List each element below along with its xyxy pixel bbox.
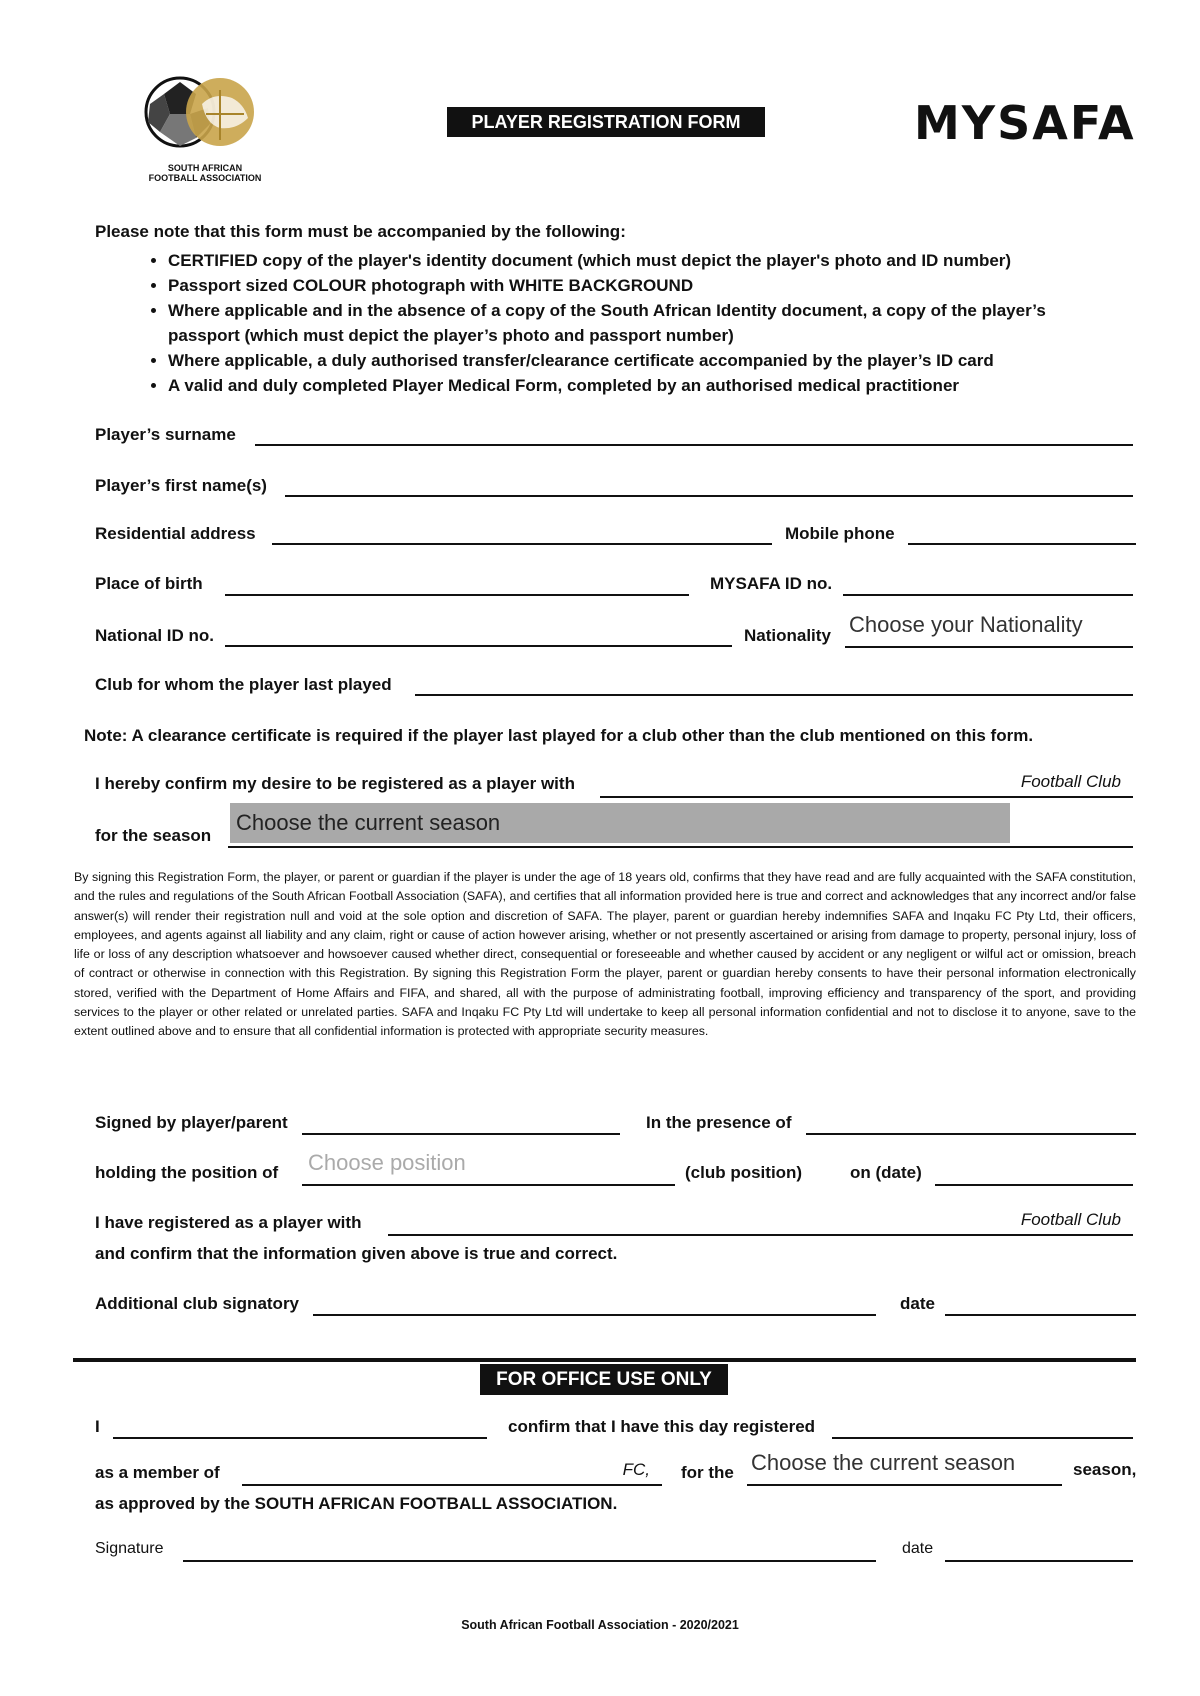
position-placeholder: Choose position xyxy=(308,1150,466,1175)
office-signature-input[interactable] xyxy=(183,1560,876,1562)
signatory-date-label: date xyxy=(900,1294,935,1313)
season-placeholder: Choose the current season xyxy=(236,810,501,835)
nationality-label: Nationality xyxy=(744,626,831,645)
surname-label: Player’s surname xyxy=(95,425,236,444)
safa-ball-icon xyxy=(140,74,270,154)
mobile-input[interactable] xyxy=(908,543,1136,545)
mysafa-id-input[interactable] xyxy=(843,594,1133,596)
member-of-label: as a member of xyxy=(95,1463,220,1482)
office-signature-label: Signature xyxy=(95,1540,164,1557)
club-position-label: (club position) xyxy=(685,1163,803,1182)
fc-suffix: FC, xyxy=(622,1460,650,1479)
list-item: • Where applicable, a duly authorised transfer/clearance certificate accompanied by the player’s ID card xyxy=(168,348,1098,373)
approved-by-text: as approved by the SOUTH AFRICAN FOOTBALL ASSOCIATION. xyxy=(95,1494,618,1513)
office-divider xyxy=(73,1358,1136,1362)
signatory-date-input[interactable] xyxy=(945,1314,1136,1316)
mysafa-brand: MYSAFA xyxy=(914,96,1136,150)
surname-input[interactable] xyxy=(255,444,1133,446)
registered-club-input[interactable] xyxy=(388,1208,1133,1236)
requirements-intro: Please note that this form must be accompanied by the following: xyxy=(95,222,626,241)
mobile-label: Mobile phone xyxy=(785,524,895,543)
safa-logo xyxy=(140,74,270,183)
office-season-placeholder: Choose the current season xyxy=(751,1450,1016,1475)
presence-of-input[interactable] xyxy=(806,1133,1136,1135)
requirements-list xyxy=(128,248,1098,398)
additional-signatory-label: Additional club signatory xyxy=(95,1294,300,1313)
desire-label: I hereby confirm my desire to be registered as a player with xyxy=(95,774,575,793)
place-of-birth-input[interactable] xyxy=(225,594,689,596)
office-date-label: date xyxy=(902,1540,934,1557)
clearance-note: Note: A clearance certificate is required if the player last played for a club other than the club mentioned on this form. xyxy=(84,726,1034,745)
legal-disclaimer: By signing this Registration Form, the player, or parent or guardian if the player is under the age of 18 years old, confirms that they have read and are fully acquainted with the SAFA constitution, and the rules and regulations of the South African Football Association (SAFA), and certifies that all information provided here is true and correct and acknowledges that any incorrect and/or false answer(s) will render their registration null and void at the sole option and discretion of SAFA. The player, parent or guardian hereby indemnifies SAFA and Inqaku FC Pty Ltd, their officers, employees, and agents against all liability and any claim, right or cause of action however arising, whether or not presently ascertained or arising from damage to property, personal injury, loss of life or loss of any description whatsoever and howsoever caused whether direct, consequential or foreseeable and whether caused by accident or any negligent or wilful act or omission, breach of contract or otherwise in connection with this Registration. By signing this Registration Form the player, parent or guardian hereby consents to have their personal information electronically stored, verified with the Department of Home Affairs and FIFA, and shared, all with the purpose of administrating football, improving efficiency and transparency of the sport, and providing services to the player or other related or unrelated parties. SAFA and Inqaku FC Pty Ltd will undertake to keep all personal information confidential and not to disclose it to anyone, save to the extent outlined above and to ensure that all confidential information is protected with appropriate security measures. xyxy=(74,870,1136,1039)
for-the-label: for the xyxy=(681,1463,734,1482)
national-id-input[interactable] xyxy=(225,645,732,647)
office-name-input[interactable] xyxy=(113,1437,487,1439)
presence-of-label: In the presence of xyxy=(646,1113,792,1132)
list-item: • Passport sized COLOUR photograph with WHITE BACKGROUND xyxy=(168,273,1098,298)
football-club-suffix-2: Football Club xyxy=(1020,1210,1121,1229)
national-id-label: National ID no. xyxy=(95,626,214,645)
office-use-title: FOR OFFICE USE ONLY xyxy=(480,1364,728,1395)
logo-text-line1: SOUTH AFRICAN xyxy=(167,163,243,173)
additional-signatory-input[interactable] xyxy=(313,1314,876,1316)
address-label: Residential address xyxy=(95,524,256,543)
season-select[interactable] xyxy=(228,802,1133,848)
list-item: • CERTIFIED copy of the player's identity document (which must depict the player's photo and ID number) xyxy=(168,248,1098,273)
signed-by-input[interactable] xyxy=(302,1133,620,1135)
position-select[interactable] xyxy=(302,1146,675,1186)
signed-by-label: Signed by player/parent xyxy=(95,1113,288,1132)
season-suffix: season, xyxy=(1073,1460,1137,1479)
footer-text: South African Football Association - 2020/2021 xyxy=(461,1618,739,1632)
confirm-true-text: and confirm that the information given above is true and correct. xyxy=(95,1244,618,1263)
season-label: for the season xyxy=(95,826,212,845)
office-i-label: I xyxy=(95,1417,100,1436)
list-item: • A valid and duly completed Player Medical Form, completed by an authorised medical practitioner xyxy=(168,373,1098,398)
mysafa-id-label: MYSAFA ID no. xyxy=(710,574,833,593)
last-club-label: Club for whom the player last played xyxy=(95,675,392,694)
registered-with-label: I have registered as a player with xyxy=(95,1213,362,1232)
member-club-input[interactable] xyxy=(242,1458,662,1486)
last-club-input[interactable] xyxy=(415,694,1133,696)
on-date-label: on (date) xyxy=(850,1163,922,1182)
logo-text-line2: FOOTBALL ASSOCIATION xyxy=(148,173,262,183)
club-name-input[interactable] xyxy=(600,770,1133,798)
office-player-input[interactable] xyxy=(832,1437,1133,1439)
address-input[interactable] xyxy=(272,543,772,545)
holding-position-label: holding the position of xyxy=(95,1163,279,1182)
office-confirm-label: confirm that I have this day registered xyxy=(508,1417,816,1436)
office-season-select[interactable] xyxy=(747,1444,1062,1486)
nationality-placeholder: Choose your Nationality xyxy=(849,612,1083,637)
office-date-input[interactable] xyxy=(945,1560,1133,1562)
form-title: PLAYER REGISTRATION FORM xyxy=(447,107,765,137)
list-item: • Where applicable and in the absence of a copy of the South African Identity document, a copy of the player’s passport (which must depict the player’s photo and passport number) xyxy=(168,298,1098,348)
first-names-input[interactable] xyxy=(285,495,1133,497)
first-names-label: Player’s first name(s) xyxy=(95,476,267,495)
nationality-select[interactable] xyxy=(845,606,1133,648)
football-club-suffix: Football Club xyxy=(1020,772,1121,791)
on-date-input[interactable] xyxy=(935,1184,1133,1186)
place-of-birth-label: Place of birth xyxy=(95,574,203,593)
